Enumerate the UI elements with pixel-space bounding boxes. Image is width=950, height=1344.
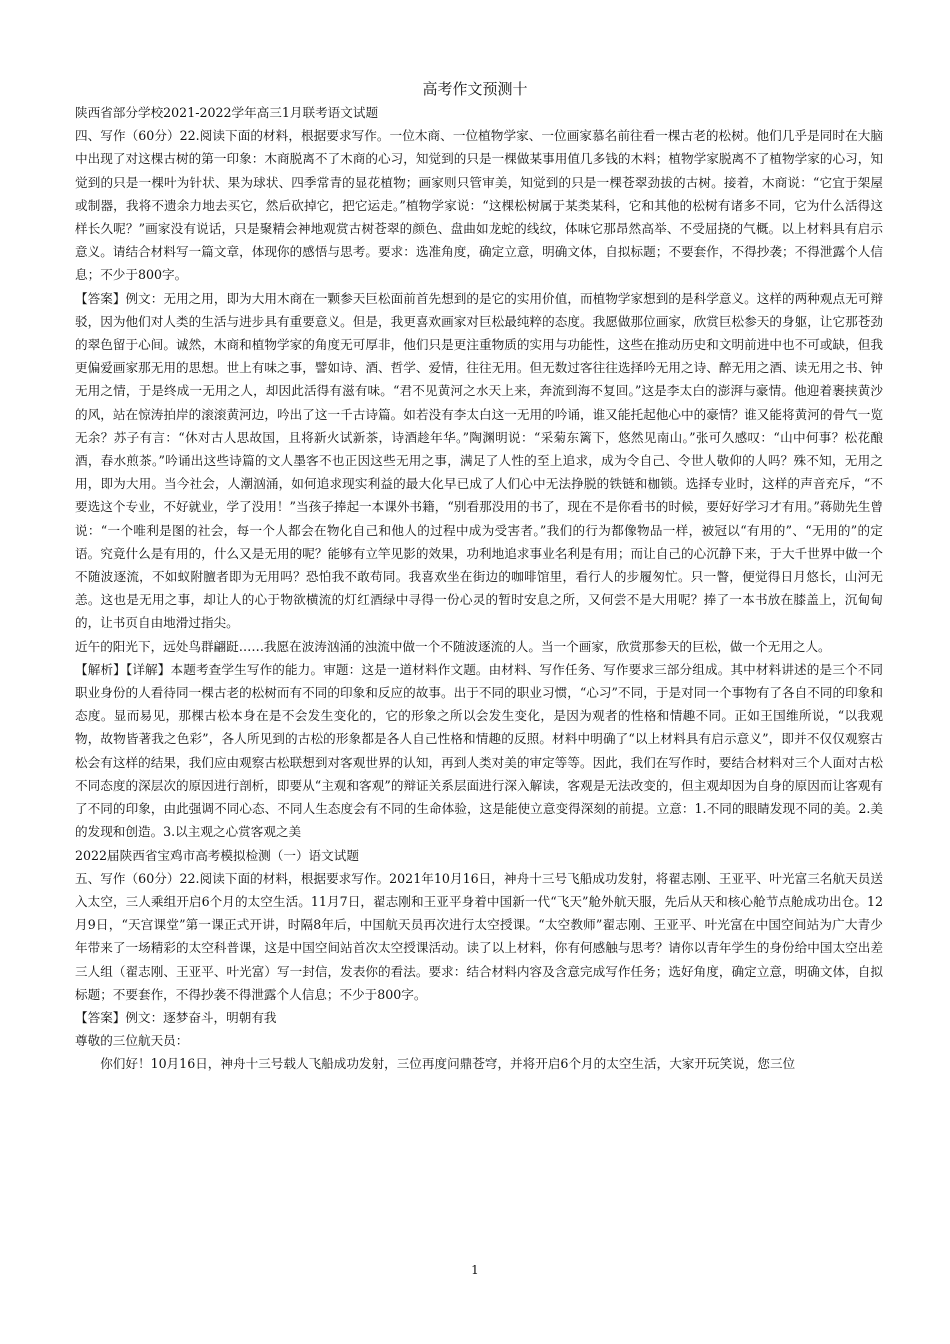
writing-question: 五、写作（60分）22.阅读下面的材料，根据要求写作。2021年10月16日，神舟十三号飞船成功发射，将翟志刚、王亚平、叶光富三名航天员送入太空，三人乘组开启6个月的太空生活。11月7日，翟志刚和王亚平身着中国新一代“飞天”舱外航天服，先后从天和核心舱节点舱成功出仓。12月9日，“天宫课堂”第一课正式开讲，时隔8年后，中国航天员再次进行太空授课。“太空教师”翟志刚、王亚平、叶光富在中国空间站为广大青少年带来了一场精彩的太空科普课，这是中国空间站首次太空授课活动。读了以上材料，你有何感触与思考？请你以青年学生的身份给中国太空出差三人组（翟志刚、王亚平、叶光富）写一封信，发表你的看法。要求：结合材料内容及含意完成写作任务；选好角度，确定立意，明确文体，自拟标题；不要套作，不得抄袭不得泄露个人信息；不少于800字。 (75, 870, 883, 1002)
letter-salutation: 尊敬的三位航天员： (75, 1033, 189, 1049)
writing-question: 四、写作（60分）22.阅读下面的材料，根据要求写作。一位木商、一位植物学家、一位画家慕名前往看一棵古老的松树。他们几乎是同时在大脑中出现了对这棵古树的第一印象：木商脱离不了木商的心习，知觉到的只是一棵做某事用值几多钱的木料；植物学家脱离不了植物学家的心习，知觉到的只是一棵叶为针状、果为球状、四季常青的显花植物；画家则只管审美，知觉到的只是一棵苍翠劲拔的古树。接着，木商说：“它宜于架屋或制器，我将不遗余力地去买它，然后砍掉它，把它运走。”植物学家说：“这棵松树属于某类某科，它和其他的松树有诸多不同，它为什么活得这样长久呢？”画家没有说话，只是聚精会神地观赏古树苍翠的颜色、盘曲如龙蛇的线纹，体味它那昂然高举、不受屈挠的气概。以上材料具有启示意义。请结合材料写一篇文章，体现你的感悟与思考。要求：选准角度，确定立意，明确文体，自拟标题；不要套作，不得抄袭；不得泄露个人信息；不少于800字。 (75, 128, 883, 283)
analysis-paragraph: 【解析】【详解】本题考查学生写作的能力。审题：这是一道材料作文题。由材料、写作任务、写作要求三部分组成。其中材料讲述的是三个不同职业身份的人看待同一棵古老的松树而有不同的印象和反应的故事。出于不同的职业习惯，“心习”不同，于是对同一个事物有了各自不同的印象和态度。显而易见，那棵古松本身在是不会发生变化的，它的形象之所以会发生变化，是因为观者的性格和情趣不同。正如王国维所说，“以我观物，故物皆著我之色彩”，各人所见到的古松的形象都是各人自己性格和情趣的反照。材料中明确了“以上材料具有启示意义”，即并不仅仅观察古松会有这样的结果，我们应由观察古松联想到对客观世界的认知，再到人类对美的审定等等。因此，我们在写作时，要结合材料对三个人面对古松不同态度的深层次的原因进行剖析，即要从“主观和客观”的辩证关系层面进行深入解读，客观是无法改变的，但主观却因为自身的原因而让客观有了不同的印象，由此强调不同心态、不同人生态度会有不同的生命体验，这是能使立意变得深刻的前提。立意：1.不同的眼睛发现不同的美。2.美的发现和创造。3.以主观之心赏客观之美 (75, 661, 883, 840)
answer-essay: 【答案】例文：无用之用，即为大用木商在一颗参天巨松面前首先想到的是它的实用价值，而植物学家想到的是科学意义。这样的两种观点无可辩驳，因为他们对人类的生活与进步具有重要意义。但是，我更喜欢画家对巨松最纯粹的态度。我愿做那位画家，欣赏巨松参天的身躯，让它那苍劲的翠色留于心间。诚然，木商和植物学家的角度无可厚非，他们只是更注重物质的实用与功能性，这些在推动历史和文明前进中也不可或缺，但我更偏爱画家那无用的思想。世上有味之事，譬如诗、酒、哲学、爱情，往往无用。但无数过客往往选择吟无用之诗、醉无用之酒、读无用之书、钟无用之情，于是终成一无用之人，却因此活得有滋有味。“君不见黄河之水天上来，奔流到海不复回。”这是李太白的澎湃与豪情。他迎着裹挟黄沙的风，站在惊涛拍岸的滚滚黄河边，吟出了这一千古诗篇。如若没有李太白这一无用的吟诵，谁又能托起他心中的豪情？谁又能将黄河的骨气一览无余？苏子有言：“休对古人思故国，且将新火试新茶，诗酒趁年华。”陶渊明说：“采菊东篱下，悠然见南山。”张可久感叹：“山中何事？松花酿酒，春水煎茶。”吟诵出这些诗篇的文人墨客不也正因这些无用之事，满足了人性的至上追求，成为令自己、令世人敬仰的人吗？殊不知，无用之用，即为大用。当今社会，人潮汹涌，如何追求现实利益的最大化早已成了人们心中无法挣脱的铁链和枷锁。选择专业时，这样的声音充斥，“不要选这个专业，不好就业，学了没用！”当孩子捧起一本课外书籍，“别看那没用的书了，现在不是你看书的时候，要好好学习才有用。”蒋勋先生曾说：“一个唯利是图的社会，每一个人都会在物化自己和他人的过程中成为受害者。”我们的行为都像物品一样，被冠以“有用的”、“无用的”的定语。究竟什么是有用的，什么又是无用的呢？能够有立竿见影的效果，功利地追求事业名利是有用；而让自己的心沉静下来，于大千世界中做一个不随波逐流，不如蚁附膻者即为无用吗？恐怕我不敢苟同。我喜欢坐在街边的咖啡馆里，看行人的步履匆忙。只一瞥，便觉得日月悠长，山河无恙。这也是无用之事，却让人的心于物欲横流的灯红酒绿中寻得一份心灵的暂时安息之所，又何尝不是大用呢？捧了一本书放在膝盖上，沉甸甸的，让书页自由地滑过指尖。 (75, 290, 883, 631)
answer-title: 【答案】例文：逐梦奋斗，明朝有我 (75, 1009, 277, 1025)
source-line: 陕西省部分学校2021-2022学年高三1月联考语文试题 (75, 105, 379, 120)
page-number: 1 (471, 1263, 479, 1277)
letter-body: 你们好！10月16日，神舟十三号载人飞船成功发射，三位再度问鼎苍穹，并将开启6个月的太空生活，大家开玩笑说，您三位 (100, 1056, 796, 1072)
page-title: 高考作文预测十 (422, 80, 528, 98)
answer-essay-ending: 近午的阳光下，远处鸟群翩跹……我愿在波涛汹涌的浊流中做一个不随波逐流的人。当一个画家，欣赏那参天的巨松，做一个无用之人。 (75, 638, 831, 654)
document-body (75, 101, 883, 1076)
source-line: 2022届陕西省宝鸡市高考模拟检测（一）语文试题 (75, 847, 359, 863)
